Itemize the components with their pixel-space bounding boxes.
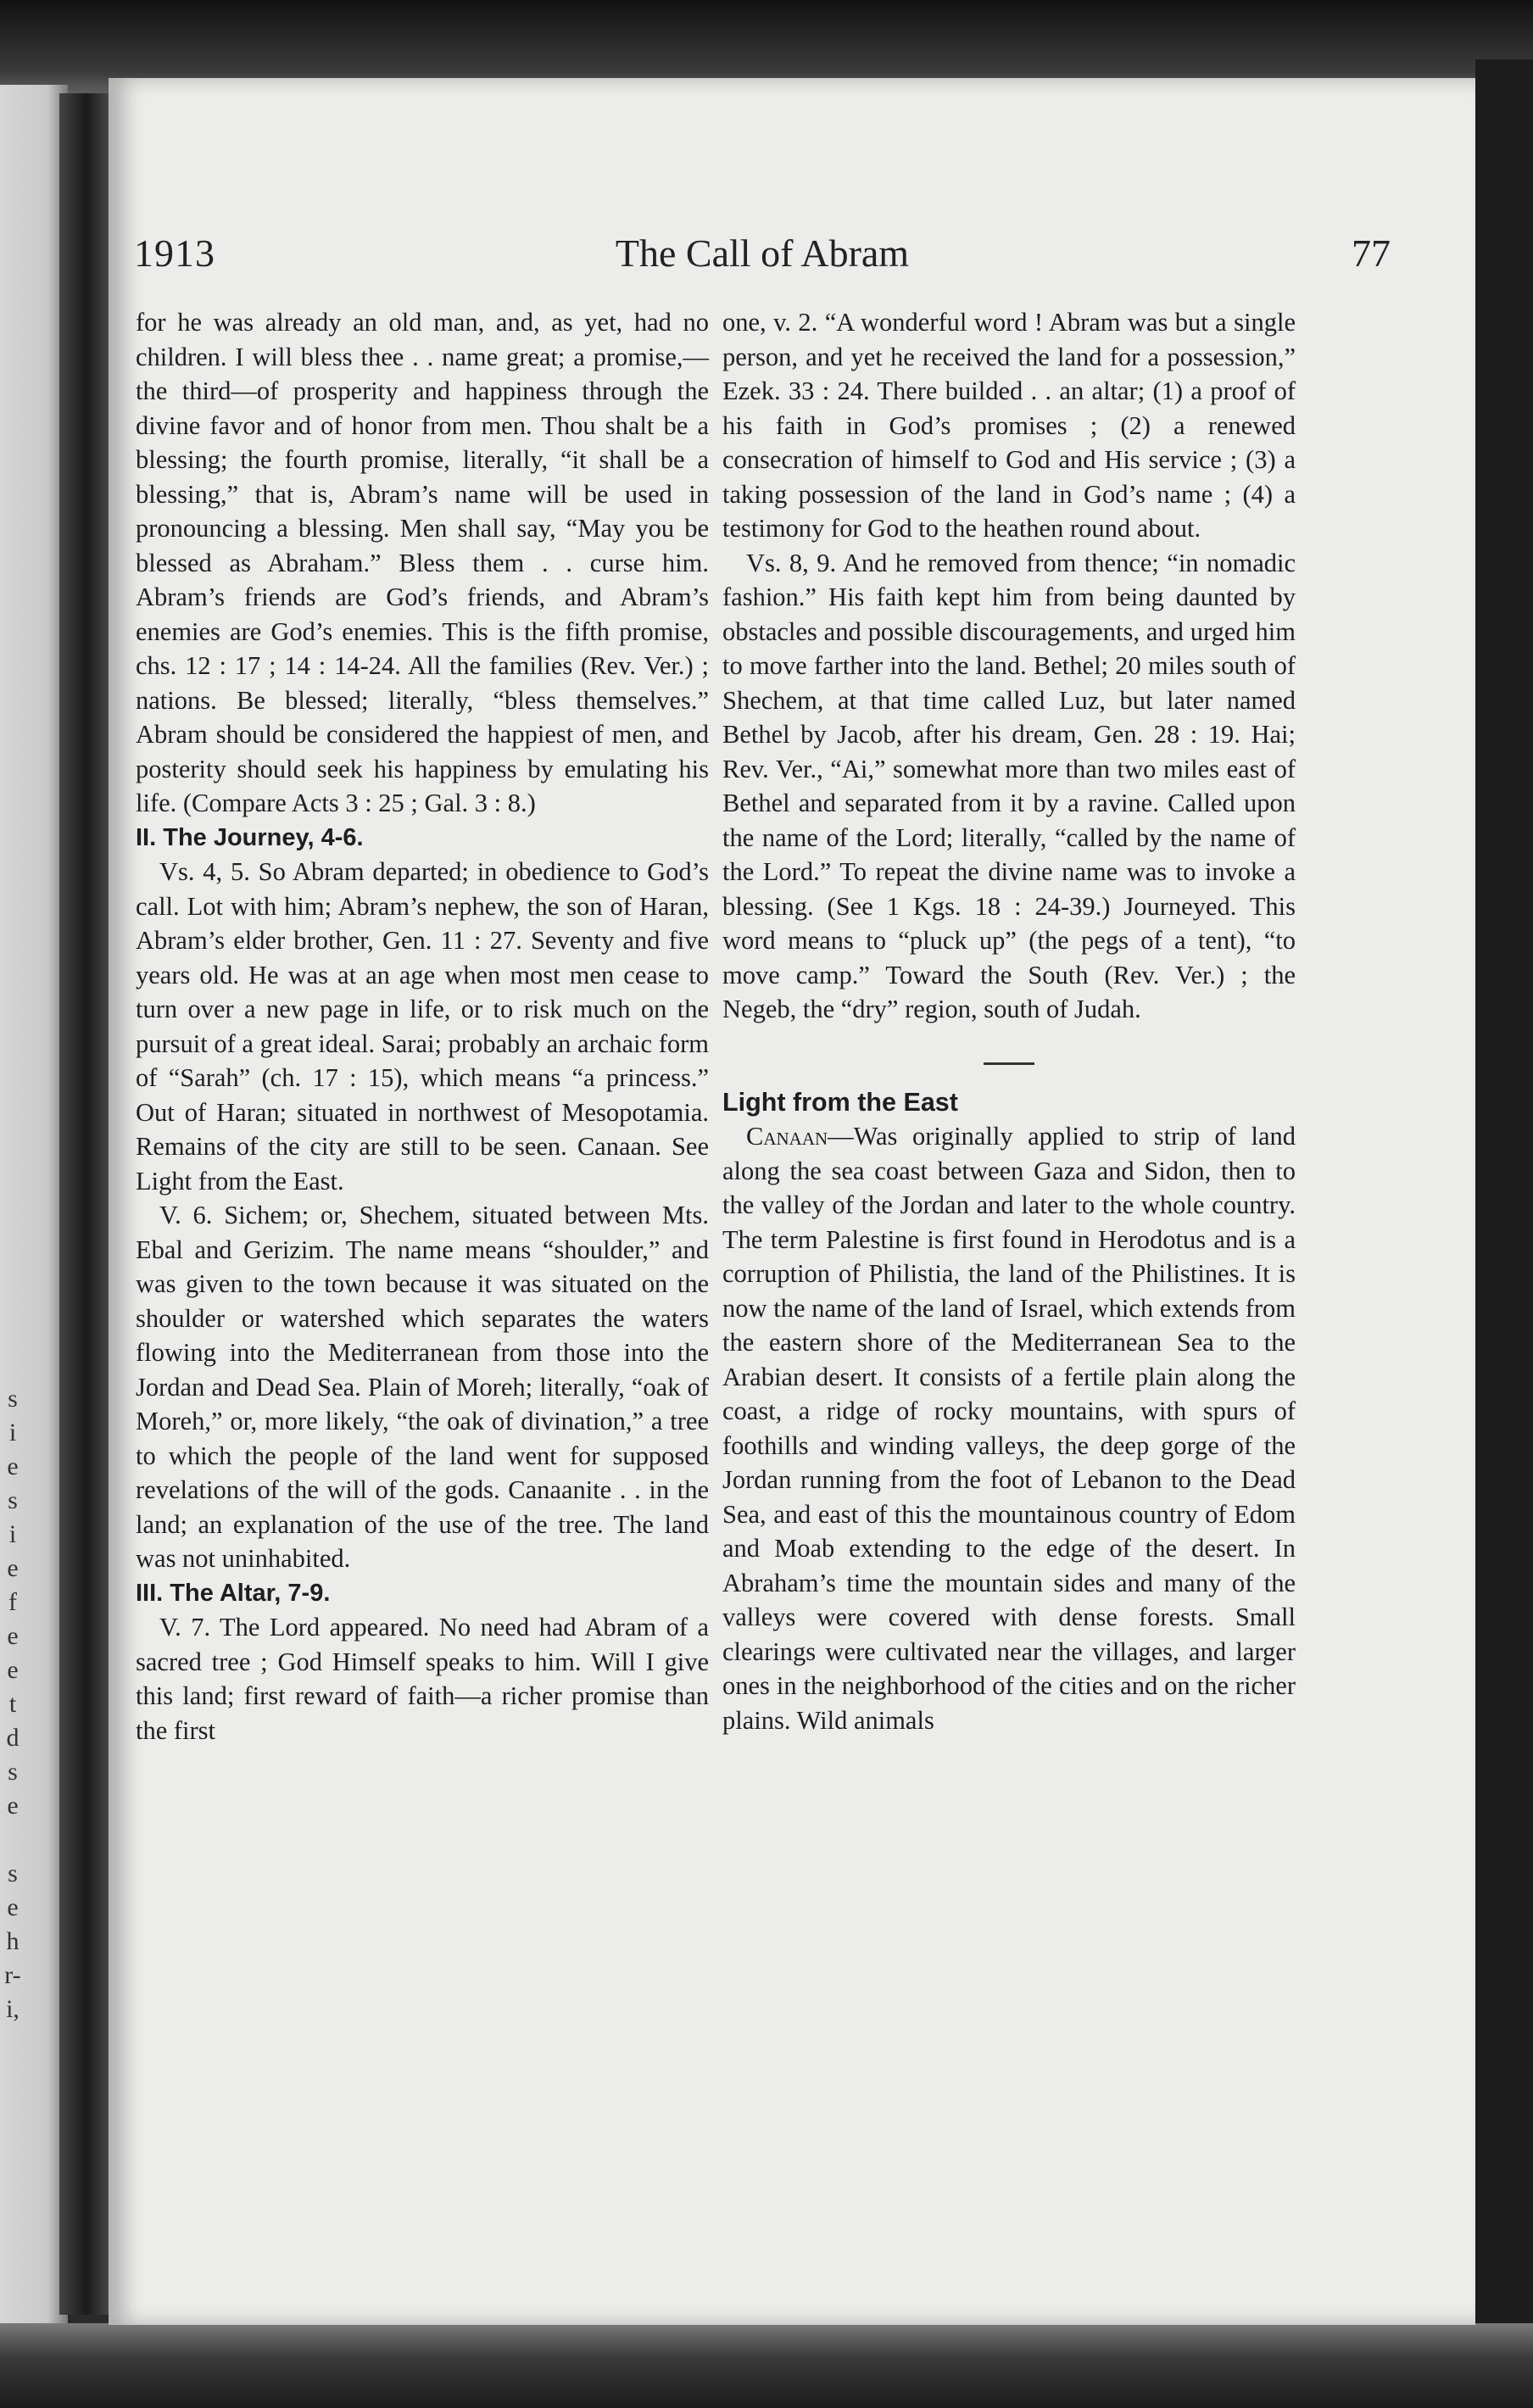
canaan-lead-word: Canaan — [746, 1122, 828, 1151]
book-page — [109, 78, 1475, 2325]
margin-letter: e — [7, 1452, 19, 1480]
left-paragraph-4: V. 7. The Lord appeared. No need had Abram of a sacred tree ; God Himself speaks to him. Will I give this land; first reward of faith—a richer promise than the first — [136, 1613, 709, 1745]
margin-letter: s — [8, 1859, 18, 1887]
margin-letter: d — [6, 1724, 20, 1752]
margin-letter: e — [7, 1554, 19, 1582]
margin-letter: e — [7, 1792, 19, 1820]
right-paragraph-1: one, v. 2. “A wonderful word ! Abram was but a single person, and yet he received the land for a possession,” Ezek. 33 : 24. There builded . . an altar; (1) a proof of his faith in God’s promises ; (2) a renewed consecration of himself to God and His service ; (3) a taking possession of the land in God’s name ; (4) a testimony for God to the heathen round about. — [722, 308, 1296, 543]
margin-letter: s — [8, 1486, 18, 1514]
margin-letter: r- — [4, 1961, 21, 1989]
margin-letter — [0, 1823, 25, 1857]
light-from-the-east-heading: Light from the East — [722, 1087, 958, 1117]
margin-letter: s — [8, 1758, 18, 1786]
facing-page-cropped-letters — [0, 1382, 25, 2026]
left-column — [136, 305, 709, 1747]
section-divider — [984, 1062, 1034, 1065]
right-paragraph-2: Vs. 8, 9. And he removed from thence; “in nomadic fashion.” His faith kept him from being daunted by obstacles and possible discouragements, and urged him to move farther into the land. Bethel; 20 miles south of Shechem, at that time called Luz, but later named Bethel by Jacob, after his dream, Gen. 28 : 19. Hai; Rev. Ver., “Ai,” somewhat more than two miles east of Bethel and separated from it by a ravine. Called upon the name of the Lord; literally, “called by the name of the Lord.” To repeat the divine name was to invoke a blessing. (See 1 Kgs. 18 : 24-39.) Journeyed. This word means to “pluck up” (the pegs of a tent), “to move camp.” Toward the South (Rev. Ver.) ; the Negeb, the “dry” region, south of Judah. — [722, 548, 1296, 1023]
margin-letter: s — [8, 1385, 18, 1413]
left-paragraph-2: Vs. 4, 5. So Abram departed; in obedience to God’s call. Lot with him; Abram’s nephew, the son of Haran, Abram’s elder brother, Gen. 11 : 27. Seventy and five years old. He was at an age when most men cease to turn over a new page in life, or to risk much on the pursuit of a great ideal. Sarai; probably an archaic form of “Sarah” (ch. 17 : 15), which means “a princess.” Out of Haran; situated in northwest of Mesopotamia. Remains of the city are still to be seen. Canaan. See Light from the East. — [136, 857, 709, 1196]
margin-letter: e — [7, 1656, 19, 1684]
scan-bottom-edge — [0, 2323, 1533, 2408]
section-heading-journey: II. The Journey, 4-6. — [136, 823, 364, 851]
canaan-text: —Was originally applied to strip of land along the sea coast between Gaza and Sidon, then to the valley of the Jordan and later to the whole country. The term Palestine is first found in Herodotus and is a corruption of Philistia, the land of the Philistines. It is now the name of the land of Israel, which extends from the eastern shore of the Mediterranean Sea to the Arabian desert. It consists of a fertile plain along the coast, a ridge of rocky mountains, with spurs of foothills and winding valleys, the deep gorge of the Jordan running from the foot of Lebanon to the Dead Sea, and east of this the mountainous country of Edom and Moab extending to the edge of the desert. In Abraham’s time the mountain sides and many of the valleys were covered with dense forests. Small clearings were cultivated near the villages, and larger ones in the neighborhood of the cities and on the richer plains. Wild animals — [722, 1122, 1296, 1735]
running-head — [134, 231, 1391, 290]
margin-letter: i, — [6, 1995, 20, 2023]
margin-letter: t — [8, 1690, 17, 1718]
page-number: 77 — [1352, 231, 1391, 275]
running-head-title: The Call of Abram — [615, 231, 910, 275]
margin-letter: e — [7, 1893, 19, 1921]
left-paragraph-3: V. 6. Sichem; or, Shechem, situated between Mts. Ebal and Gerizim. The name means “shoulder,” and was given to the town because it was situated on the shoulder or watershed which separates the waters flowing into the Mediterranean from those into the Jordan and Dead Sea. Plain of Moreh; literally, “oak of Moreh,” or, more likely, “the oak of divination,” a tree to which the people of the land went for supposed revelations of the will of the gods. Canaanite . . in the land; an explanation of the use of the tree. The land was not uninhabited. — [136, 1201, 709, 1573]
section-heading-altar: III. The Altar, 7-9. — [136, 1579, 331, 1607]
margin-letter: f — [8, 1588, 17, 1616]
margin-letter: e — [7, 1622, 19, 1650]
scan-right-edge — [1475, 59, 1533, 2408]
light-from-the-east-paragraph — [722, 1119, 1296, 1737]
running-head-year: 1913 — [134, 231, 215, 275]
margin-letter: h — [6, 1927, 20, 1955]
left-paragraph-1: for he was already an old man, and, as yet, had no children. I will bless thee . . name great; a promise,—the third—of prosperity and happiness through the divine favor and of honor from men. Thou shalt be a blessing; the fourth promise, literally, “it shall be a blessing,” that is, Abram’s name will be used in pronouncing a blessing. Men shall say, “May you be blessed as Abraham.” Bless them . . curse him. Abram’s friends are God’s friends, and Abram’s enemies are God’s enemies. This is the fifth promise, chs. 12 : 17 ; 14 : 14-24. All the families (Rev. Ver.) ; nations. Be blessed; literally, “bless themselves.” Abram should be considered the happiest of men, and posterity should seek his happiness by emulating his life. (Compare Acts 3 : 25 ; Gal. 3 : 8.) — [136, 308, 709, 817]
margin-letter: i — [8, 1419, 17, 1446]
right-column — [722, 305, 1296, 1737]
margin-letter: i — [8, 1520, 17, 1548]
